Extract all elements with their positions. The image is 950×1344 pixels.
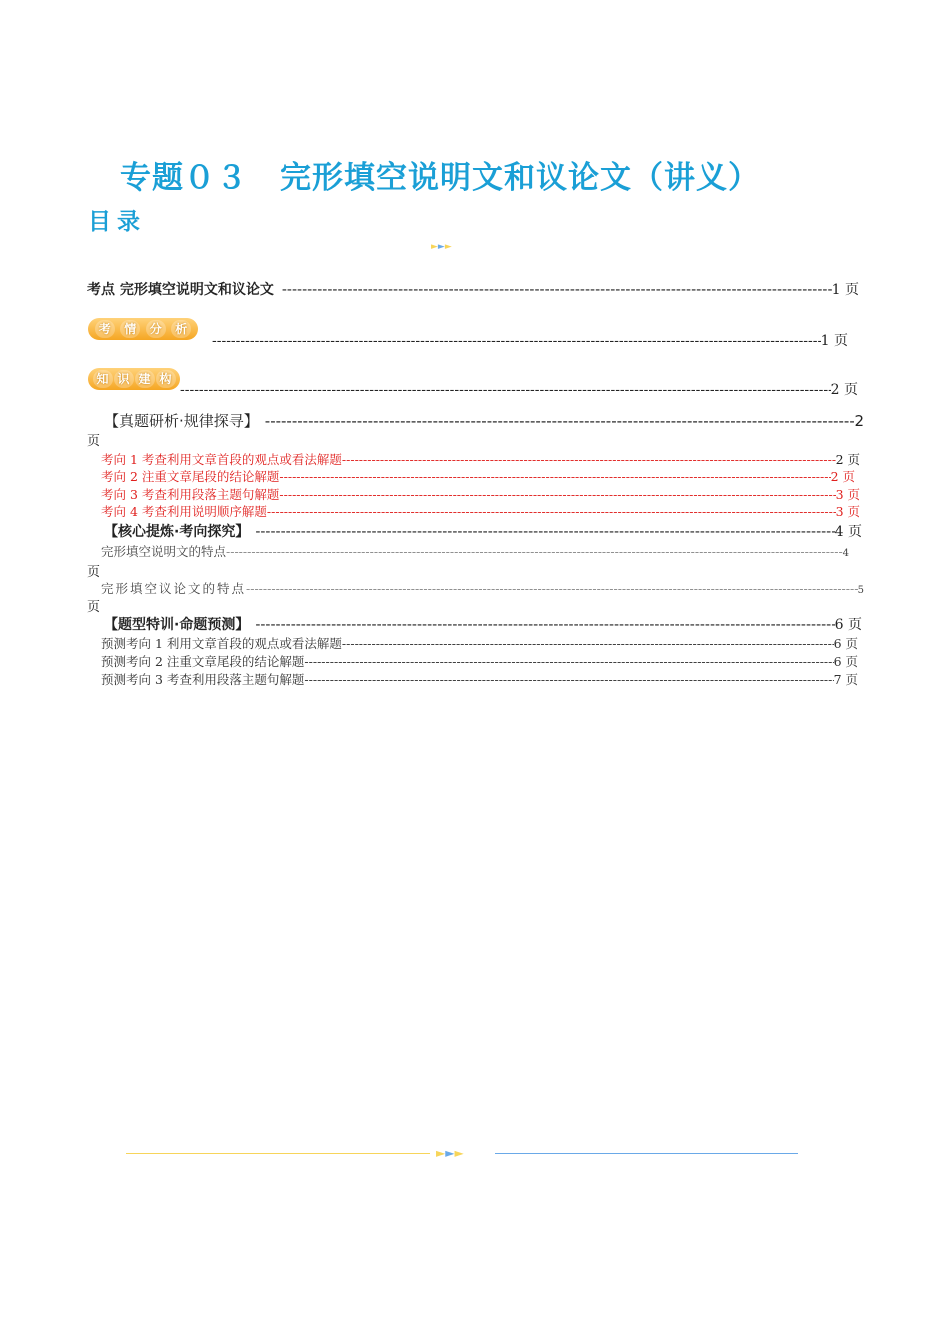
leader-dots bbox=[304, 654, 833, 669]
toc-entry-kaoxiang-1[interactable]: 考向 1 考查利用文章首段的观点或看法解题 ----- 2 页 bbox=[101, 450, 860, 468]
divider-right bbox=[495, 1153, 798, 1154]
kaoqing-badge: 考 情 分 析 bbox=[88, 318, 198, 340]
toc-entry-tixing[interactable]: 【题型特训·命题预测】 ----- 6 页 bbox=[104, 614, 862, 634]
page-title: 专题０３ 完形填空说明文和议论文（讲义） bbox=[120, 160, 760, 196]
arrow-icon: ► bbox=[431, 242, 438, 252]
leader-dots bbox=[279, 469, 830, 484]
page-wrap-zhenti: 页 bbox=[87, 434, 101, 449]
toc-entry-yuce-2[interactable]: 预测考向 2 注重文章尾段的结论解题 ----- 6 页 bbox=[101, 652, 858, 670]
toc-entry-yuce-3[interactable]: 预测考向 3 考查利用段落主题句解题 ----- 7 页 bbox=[101, 670, 858, 688]
zhishi-badge: 知 识 建 构 bbox=[88, 368, 180, 390]
leader-dots bbox=[226, 544, 843, 559]
toc-entry-kaodian[interactable]: 考点 完形填空说明文和议论文 ----- 1 页 bbox=[87, 279, 859, 299]
arrow-icon: ► bbox=[437, 242, 445, 252]
leader-dots bbox=[180, 382, 831, 398]
toc-entry-kaoqing[interactable]: ----- 1 页 bbox=[212, 330, 848, 350]
toc-entry-zhishi[interactable]: ----- 2 页 bbox=[180, 379, 858, 399]
leader-dots bbox=[265, 412, 855, 430]
arrow-icon: ► bbox=[454, 1146, 464, 1160]
toc-entry-kaoxiang-4[interactable]: 考向 4 考查利用说明顺序解题 ----- 3 页 bbox=[101, 502, 860, 520]
arrow-icon: ► bbox=[436, 1146, 446, 1160]
page-wrap-tedian-yilun: 页 bbox=[87, 600, 101, 615]
leader-dots bbox=[282, 282, 832, 298]
arrow-icon: ► bbox=[444, 242, 452, 252]
leader-dots bbox=[279, 487, 835, 502]
toc-entry-tedian-shuoming[interactable]: 完形填空说明文的特点 ----- 4 bbox=[101, 542, 849, 560]
divider-left bbox=[126, 1153, 430, 1154]
leader-dots bbox=[246, 581, 858, 596]
toc-entry-yuce-1[interactable]: 预测考向 1 利用文章首段的观点或看法解题 ----- 6 页 bbox=[101, 634, 858, 652]
leader-dots bbox=[255, 524, 834, 540]
toc-entry-kaoxiang-3[interactable]: 考向 3 考查利用段落主题句解题 ----- 3 页 bbox=[101, 485, 860, 503]
leader-dots bbox=[267, 504, 836, 519]
toc-heading: 目录 bbox=[88, 209, 146, 235]
leader-dots bbox=[304, 672, 833, 687]
leader-dots bbox=[342, 636, 834, 651]
leader-dots bbox=[255, 617, 834, 633]
arrow-icon: ► bbox=[445, 1146, 455, 1160]
toc-entry-kaoxiang-2[interactable]: 考向 2 注重文章尾段的结论解题 ----- 2 页 bbox=[101, 467, 855, 485]
arrow-divider-bottom bbox=[436, 1146, 464, 1160]
leader-dots bbox=[212, 333, 821, 349]
toc-entry-tedian-yilun[interactable]: 完形填空议论文的特点 ----- 5 bbox=[101, 579, 864, 597]
toc-entry-hexin[interactable]: 【核心提炼·考向探究】 ----- 4 页 bbox=[104, 521, 862, 541]
leader-dots bbox=[342, 452, 836, 467]
toc-entry-zhenti[interactable]: 【真题研析·规律探寻】 ----- 2 bbox=[104, 410, 864, 431]
page-wrap-tedian-shuoming: 页 bbox=[87, 565, 101, 580]
arrow-divider-top bbox=[431, 242, 452, 252]
